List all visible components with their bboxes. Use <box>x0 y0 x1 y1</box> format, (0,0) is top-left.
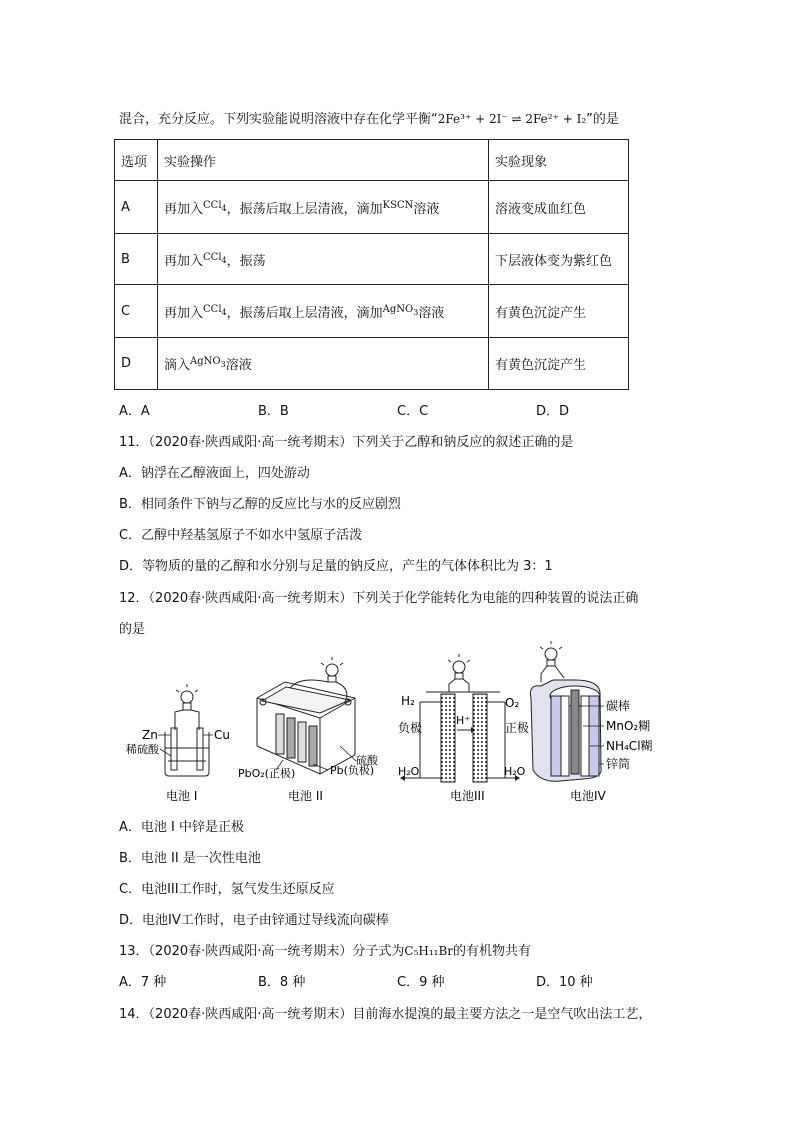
intro-text-before: 混合，充分反应。下列实验能说明溶液中存在化学平衡“ <box>119 112 438 127</box>
q11-option-c[interactable]: C．乙醇中羟基氢原子不如水中氢原子活泼 <box>119 528 363 543</box>
formula-sub: 4 <box>221 307 227 317</box>
row-operation <box>158 181 489 234</box>
label-pos-3: 正极 <box>505 721 530 735</box>
formula-main: KSCN <box>382 199 414 211</box>
q13-stem-pre: 13．（2020春·陕西咸阳·高一统考期末）分子式为 <box>119 944 405 959</box>
cell-1-wires <box>165 710 209 776</box>
cell-2 <box>238 657 379 803</box>
row-option: B <box>115 234 158 285</box>
bulb-icon <box>321 657 343 682</box>
q13-stem <box>119 940 531 959</box>
label-zn: Zn <box>142 728 158 742</box>
op-pre: 滴入 <box>164 358 191 373</box>
q12-option-a[interactable]: A．电池 I 中锌是正极 <box>119 820 244 835</box>
experiment-table <box>114 139 629 390</box>
op-pre: 再加入 <box>164 253 204 269</box>
op-mid: ，振荡后取上层清液，滴加 <box>226 201 383 217</box>
intro-line <box>119 108 619 127</box>
formula <box>203 200 227 211</box>
table-row <box>115 234 629 285</box>
formula-main: AgNO <box>190 356 221 367</box>
bulb-icon <box>540 641 562 666</box>
q12-option-c[interactable]: C．电池III工作时，氢气发生还原反应 <box>119 882 335 897</box>
row-operation <box>158 338 489 390</box>
formula-sub: 4 <box>221 203 227 213</box>
label-can: 锌筒 <box>606 757 631 771</box>
formula <box>190 356 226 367</box>
label-pb: Pb(负极) <box>330 764 375 777</box>
label-cu: Cu <box>214 728 230 742</box>
q11-option-d[interactable]: D．等物质的量的乙醇和水分别与足量的钠反应，产生的气体体积比为 3：1 <box>119 559 553 574</box>
formula <box>203 252 227 263</box>
cell-3 <box>398 654 529 803</box>
op-mid: ，振荡后取上层清液，滴加 <box>226 305 383 321</box>
row-option: D <box>115 338 158 390</box>
row-operation <box>158 285 489 338</box>
q12-option-d[interactable]: D．电池IV工作时，电子由锌通过导线流向碳棒 <box>119 913 389 928</box>
op-post: 溶液 <box>413 201 440 217</box>
formula-sub: 3 <box>413 307 419 317</box>
row-result: 下层液体变为紫红色 <box>489 234 629 285</box>
label-rod: 碳棒 <box>606 699 631 713</box>
label-paste1: MnO₂糊 <box>606 719 651 733</box>
op-pre: 再加入 <box>164 305 204 321</box>
cell-4-body <box>530 666 601 781</box>
q10-option-b[interactable]: B．B <box>258 404 289 419</box>
caption-cell-4: 电池IV <box>570 789 606 803</box>
q13-formula: C₅H₁₁Br <box>404 944 454 958</box>
label-water-right: H₂O <box>504 765 526 778</box>
q13-stem-post: 的有机物共有 <box>453 944 532 959</box>
row-result: 有黄色沉淀产生 <box>489 338 629 390</box>
bulb-icon <box>448 654 470 679</box>
formula-main: CCl <box>203 303 222 315</box>
q12-stem-line1: 12．（2020春·陕西咸阳·高一统考期末）下列关于化学能转化为电能的四种装置的说法正确 <box>119 591 639 606</box>
q13-options <box>119 971 593 990</box>
row-option: A <box>115 181 158 234</box>
formula <box>203 304 227 315</box>
table-row <box>115 285 629 338</box>
label-acid: 稀硫酸 <box>126 743 159 756</box>
cell-4 <box>530 641 652 803</box>
header-option: 选项 <box>115 140 158 181</box>
row-result: 溶液变成血红色 <box>489 181 629 234</box>
q12-option-b[interactable]: B．电池 II 是一次性电池 <box>119 851 261 866</box>
equilibrium-equation: 2Fe³⁺ + 2I⁻ ⇌ 2Fe²⁺ + I₂ <box>437 112 587 126</box>
op-mid: 溶液 <box>225 358 252 373</box>
q10-option-d[interactable]: D．D <box>536 404 570 419</box>
header-operation: 实验操作 <box>158 140 489 181</box>
q10-option-a[interactable]: A．A <box>119 404 150 419</box>
q10-options <box>119 400 569 419</box>
q11-option-a[interactable]: A．钠浮在乙醇液面上，四处游动 <box>119 466 310 481</box>
intro-text-after: ”的是 <box>586 112 619 127</box>
formula-main: CCl <box>203 199 222 211</box>
q13-option-c[interactable]: C．9 种 <box>397 975 445 990</box>
table-row <box>115 181 629 234</box>
header-result: 实验现象 <box>489 140 629 181</box>
q11-option-b[interactable]: B．相同条件下钠与乙醇的反应比与水的反应剧烈 <box>119 497 401 512</box>
op-pre: 再加入 <box>164 201 204 217</box>
label-acid-2: 硫酸 <box>356 754 378 767</box>
formula-sub: 3 <box>220 360 226 369</box>
q13-option-a[interactable]: A．7 种 <box>119 975 167 990</box>
cell-2-body <box>257 680 355 774</box>
caption-cell-3: 电池III <box>450 789 485 803</box>
label-paste2: NH₄Cl糊 <box>606 739 653 753</box>
label-o2: O₂ <box>505 696 520 710</box>
q13-option-b[interactable]: B．8 种 <box>258 975 306 990</box>
label-neg-3: 负极 <box>398 721 423 735</box>
formula-sub: 4 <box>221 255 227 265</box>
q11-stem: 11．（2020春·陕西咸阳·高一统考期末）下列关于乙醇和钠反应的叙述正确的是 <box>119 435 574 450</box>
table-header-row <box>115 140 629 181</box>
row-operation <box>158 234 489 285</box>
caption-cell-2: 电池 II <box>288 789 323 803</box>
formula <box>383 200 414 211</box>
row-option: C <box>115 285 158 338</box>
table-row <box>115 338 629 390</box>
q12-stem-line2: 的是 <box>119 622 146 637</box>
label-pbo2: PbO₂(正极) <box>238 767 296 780</box>
row-result: 有黄色沉淀产生 <box>489 285 629 338</box>
formula-main: AgNO <box>382 303 414 315</box>
q14-stem: 14．（2020春·陕西咸阳·高一统考期末）目前海水提溴的最主要方法之一是空气吹出法工艺， <box>119 1007 652 1022</box>
label-hplus: H⁺ <box>456 714 471 727</box>
bulb-icon <box>176 684 198 710</box>
formula-main: CCl <box>203 251 222 263</box>
battery-figure <box>0 640 794 808</box>
op-post: 溶液 <box>418 305 445 321</box>
q10-option-c[interactable]: C．C <box>397 404 429 419</box>
label-h2: H₂ <box>401 694 415 708</box>
q13-option-d[interactable]: D．10 种 <box>536 975 593 990</box>
caption-cell-1: 电池 I <box>166 789 198 803</box>
formula <box>383 304 419 315</box>
cell-1 <box>126 684 230 803</box>
op-mid: ，振荡 <box>226 253 266 269</box>
label-water-left: H₂O <box>398 765 420 778</box>
